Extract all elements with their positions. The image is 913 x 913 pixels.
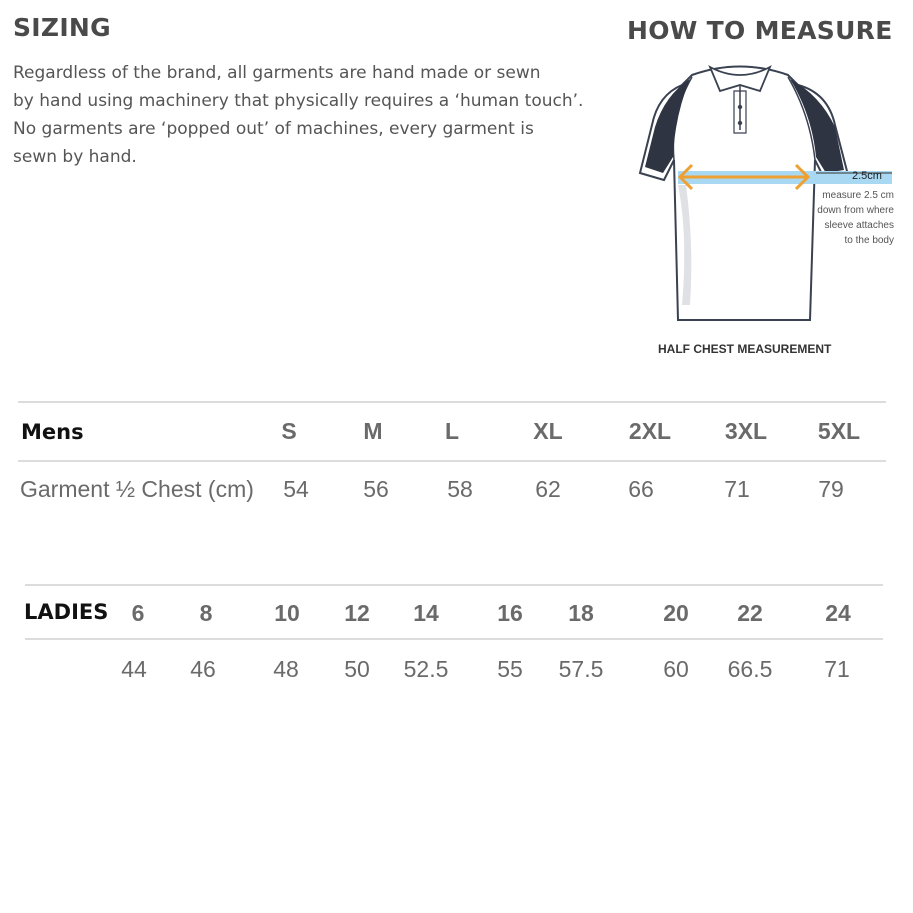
measure-note-line: to the body (844, 235, 894, 246)
mens-chest-value: 66 (628, 476, 654, 502)
ladies-chest-value: 55 (497, 656, 523, 682)
measure-note-line: down from where (817, 205, 894, 216)
mens-chest-value: 62 (535, 476, 561, 502)
mens-size-header: 3XL (724, 418, 768, 444)
mens-table-top-rule (18, 401, 886, 403)
ladies-chest-value: 71 (824, 656, 850, 682)
ladies-size-header: 6 (131, 600, 145, 626)
ladies-table-title: LADIES (24, 600, 109, 624)
mens-chest-value: 79 (818, 476, 844, 502)
mens-chest-value: 58 (447, 476, 473, 502)
how-to-measure-title: HOW TO MEASURE (627, 16, 893, 45)
ladies-chest-value: 46 (190, 656, 216, 682)
ladies-size-header: 14 (413, 600, 439, 626)
sizing-line-4: sewn by hand. (13, 147, 137, 167)
mens-chest-value: 71 (724, 476, 750, 502)
sizing-description (13, 59, 633, 171)
mens-size-header: XL (533, 418, 563, 444)
mens-size-header: L (444, 418, 460, 444)
mens-row-label: Garment ½ Chest (cm) (20, 476, 254, 502)
ladies-chest-value: 66.5 (727, 656, 773, 682)
mens-size-header: 2XL (628, 418, 672, 444)
mens-table-header-rule (18, 460, 886, 462)
sizing-line-1: Regardless of the brand, all garments are hand made or sewn (13, 63, 541, 83)
ladies-chest-value: 44 (121, 656, 147, 682)
mens-table-title: Mens (21, 420, 84, 444)
ladies-size-header: 18 (568, 600, 594, 626)
ladies-size-header: 16 (497, 600, 523, 626)
measure-note (784, 188, 894, 248)
ladies-size-header: 10 (274, 600, 300, 626)
ladies-size-header: 20 (663, 600, 689, 626)
sizing-line-3: No garments are ‘popped out’ of machines, every garment is (13, 119, 534, 139)
measure-note-line: sleeve attaches (824, 220, 894, 231)
ladies-size-header: 8 (199, 600, 213, 626)
ladies-size-header: 24 (825, 600, 851, 626)
mens-chest-value: 54 (283, 476, 309, 502)
sizing-title: SIZING (13, 13, 111, 42)
mens-chest-value: 56 (363, 476, 389, 502)
ladies-size-header: 22 (737, 600, 763, 626)
ladies-chest-value: 50 (344, 656, 370, 682)
ladies-chest-value: 57.5 (558, 656, 604, 682)
mens-size-header: M (363, 418, 383, 444)
ladies-chest-value: 52.5 (403, 656, 449, 682)
sizing-line-2: by hand using machinery that physically requires a ‘human touch’. (13, 91, 584, 111)
mens-size-header: 5XL (817, 418, 861, 444)
measure-tag: 2.5cm (852, 170, 882, 182)
half-chest-caption: HALF CHEST MEASUREMENT (658, 342, 832, 356)
measure-note-line: measure 2.5 cm (822, 190, 894, 201)
ladies-table-top-rule (25, 584, 883, 586)
ladies-chest-value: 48 (273, 656, 299, 682)
ladies-chest-value: 60 (663, 656, 689, 682)
ladies-table-header-rule (25, 638, 883, 640)
ladies-size-header: 12 (344, 600, 370, 626)
mens-size-header: S (281, 418, 297, 444)
